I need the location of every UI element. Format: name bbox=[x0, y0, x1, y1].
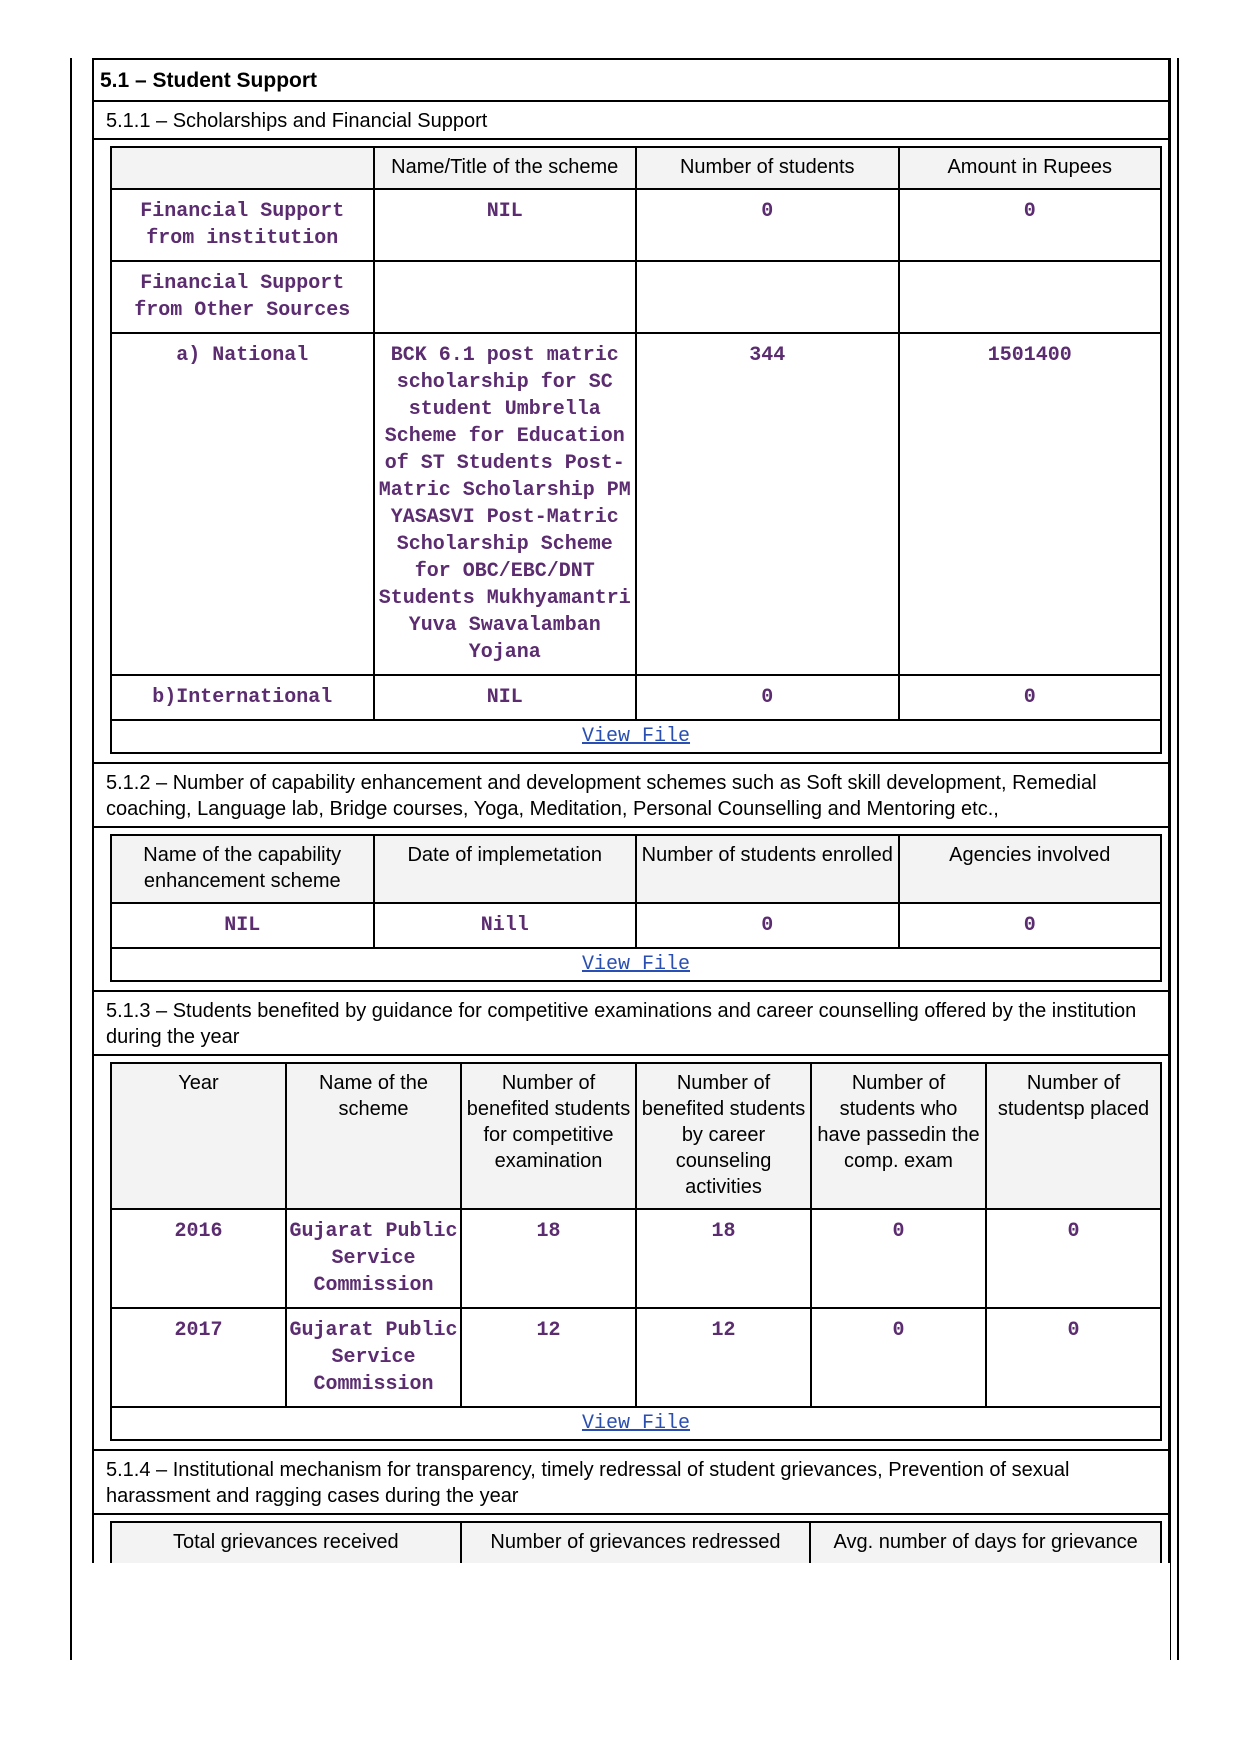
table-cell: 18 bbox=[461, 1209, 636, 1308]
s514-table-wrap bbox=[92, 1515, 1170, 1563]
page-left-border bbox=[70, 58, 72, 1660]
table-cell: 18 bbox=[636, 1209, 811, 1308]
s513-title: 5.1.3 – Students benefited by guidance for competitive examinations and career counselling offered by the institution during the year bbox=[92, 992, 1170, 1056]
s511-table-wrap bbox=[92, 140, 1170, 764]
table-row bbox=[111, 675, 1161, 720]
s513-table-wrap bbox=[92, 1056, 1170, 1451]
header-cell: Avg. number of days for grievance bbox=[810, 1522, 1161, 1563]
table-cell: NIL bbox=[374, 675, 637, 720]
table-cell bbox=[899, 261, 1162, 333]
table-header-row bbox=[111, 1063, 1161, 1209]
table-cell: 1501400 bbox=[899, 333, 1162, 675]
table-cell: 0 bbox=[811, 1209, 986, 1308]
link-row bbox=[111, 1407, 1161, 1440]
table-header-row bbox=[111, 147, 1161, 189]
s511-title: 5.1.1 – Scholarships and Financial Support bbox=[92, 102, 1170, 140]
header-cell: Agencies involved bbox=[899, 835, 1162, 903]
header-cell: Amount in Rupees bbox=[899, 147, 1162, 189]
scholarship-table bbox=[110, 146, 1162, 754]
link-row bbox=[111, 720, 1161, 753]
page-right-border-inner bbox=[1170, 58, 1171, 1660]
table-cell: 2016 bbox=[111, 1209, 286, 1308]
header-cell: Total grievances received bbox=[111, 1522, 461, 1563]
table-cell: 0 bbox=[899, 903, 1162, 948]
link-cell bbox=[111, 1407, 1161, 1440]
header-cell: Year bbox=[111, 1063, 286, 1209]
table-cell: 0 bbox=[811, 1308, 986, 1407]
header-cell: Number of students who have passedin the comp. exam bbox=[811, 1063, 986, 1209]
table-cell: 12 bbox=[636, 1308, 811, 1407]
link-cell bbox=[111, 948, 1161, 981]
table-cell: 0 bbox=[636, 903, 899, 948]
table-cell: 0 bbox=[636, 675, 899, 720]
table-row bbox=[111, 333, 1161, 675]
header-cell: Number of benefited students for competitive examination bbox=[461, 1063, 636, 1209]
s514-title: 5.1.4 – Institutional mechanism for transparency, timely redressal of student grievances, Prevention of sexual harassment and ragging cases during the year bbox=[92, 1451, 1170, 1515]
table-cell: a) National bbox=[111, 333, 374, 675]
table-header-row bbox=[111, 835, 1161, 903]
table-row bbox=[111, 261, 1161, 333]
header-cell: Date of implemetation bbox=[374, 835, 637, 903]
guidance-table bbox=[110, 1062, 1162, 1441]
table-cell bbox=[636, 261, 899, 333]
table-cell: Gujarat Public Service Commission bbox=[286, 1308, 461, 1407]
table-cell: Gujarat Public Service Commission bbox=[286, 1209, 461, 1308]
view-file-link[interactable]: View File bbox=[581, 953, 691, 976]
table-cell: 0 bbox=[899, 675, 1162, 720]
s512-title: 5.1.2 – Number of capability enhancement and development schemes such as Soft skill development, Remedial coaching, Language lab, Bridge courses, Yoga, Meditation, Personal Counselling and Mentoring etc., bbox=[92, 764, 1170, 828]
table-cell: 0 bbox=[986, 1308, 1161, 1407]
view-file-link[interactable]: View File bbox=[581, 725, 691, 748]
table-cell: NIL bbox=[111, 903, 374, 948]
header-cell: Name of the capability enhancement scheme bbox=[111, 835, 374, 903]
header-cell: Name of the scheme bbox=[286, 1063, 461, 1209]
table-cell: 0 bbox=[636, 189, 899, 261]
header-cell bbox=[111, 147, 374, 189]
header-cell: Number of grievances redressed bbox=[461, 1522, 811, 1563]
report-section bbox=[92, 58, 1170, 1563]
table-row bbox=[111, 1308, 1161, 1407]
link-cell bbox=[111, 720, 1161, 753]
view-file-link[interactable]: View File bbox=[581, 1412, 691, 1435]
table-cell: NIL bbox=[374, 189, 637, 261]
table-cell: Nill bbox=[374, 903, 637, 948]
table-cell: Financial Support from Other Sources bbox=[111, 261, 374, 333]
section-title: 5.1 – Student Support bbox=[92, 58, 1170, 102]
table-cell: 0 bbox=[899, 189, 1162, 261]
s512-table-wrap bbox=[92, 828, 1170, 992]
table-cell: 12 bbox=[461, 1308, 636, 1407]
table-row bbox=[111, 189, 1161, 261]
link-row bbox=[111, 948, 1161, 981]
table-cell: 2017 bbox=[111, 1308, 286, 1407]
header-cell: Number of students bbox=[636, 147, 899, 189]
grievance-table bbox=[110, 1521, 1162, 1563]
header-cell: Number of studentsp placed bbox=[986, 1063, 1161, 1209]
table-cell: 344 bbox=[636, 333, 899, 675]
table-header-row bbox=[111, 1522, 1161, 1563]
table-cell: 0 bbox=[986, 1209, 1161, 1308]
table-row bbox=[111, 1209, 1161, 1308]
page-right-border bbox=[1177, 58, 1179, 1660]
table-cell bbox=[374, 261, 637, 333]
header-cell: Number of benefited students by career counseling activities bbox=[636, 1063, 811, 1209]
header-cell: Name/Title of the scheme bbox=[374, 147, 637, 189]
table-cell: BCK 6.1 post matric scholarship for SC student Umbrella Scheme for Education of ST Students Post-Matric Scholarship PM YASASVI Post-Matric Scholarship Scheme for OBC/EBC/DNT Students Mukhyamantri Yuva Swavalamban Yojana bbox=[374, 333, 637, 675]
capability-table bbox=[110, 834, 1162, 982]
table-cell: b)International bbox=[111, 675, 374, 720]
header-cell: Number of students enrolled bbox=[636, 835, 899, 903]
table-row bbox=[111, 903, 1161, 948]
table-cell: Financial Support from institution bbox=[111, 189, 374, 261]
